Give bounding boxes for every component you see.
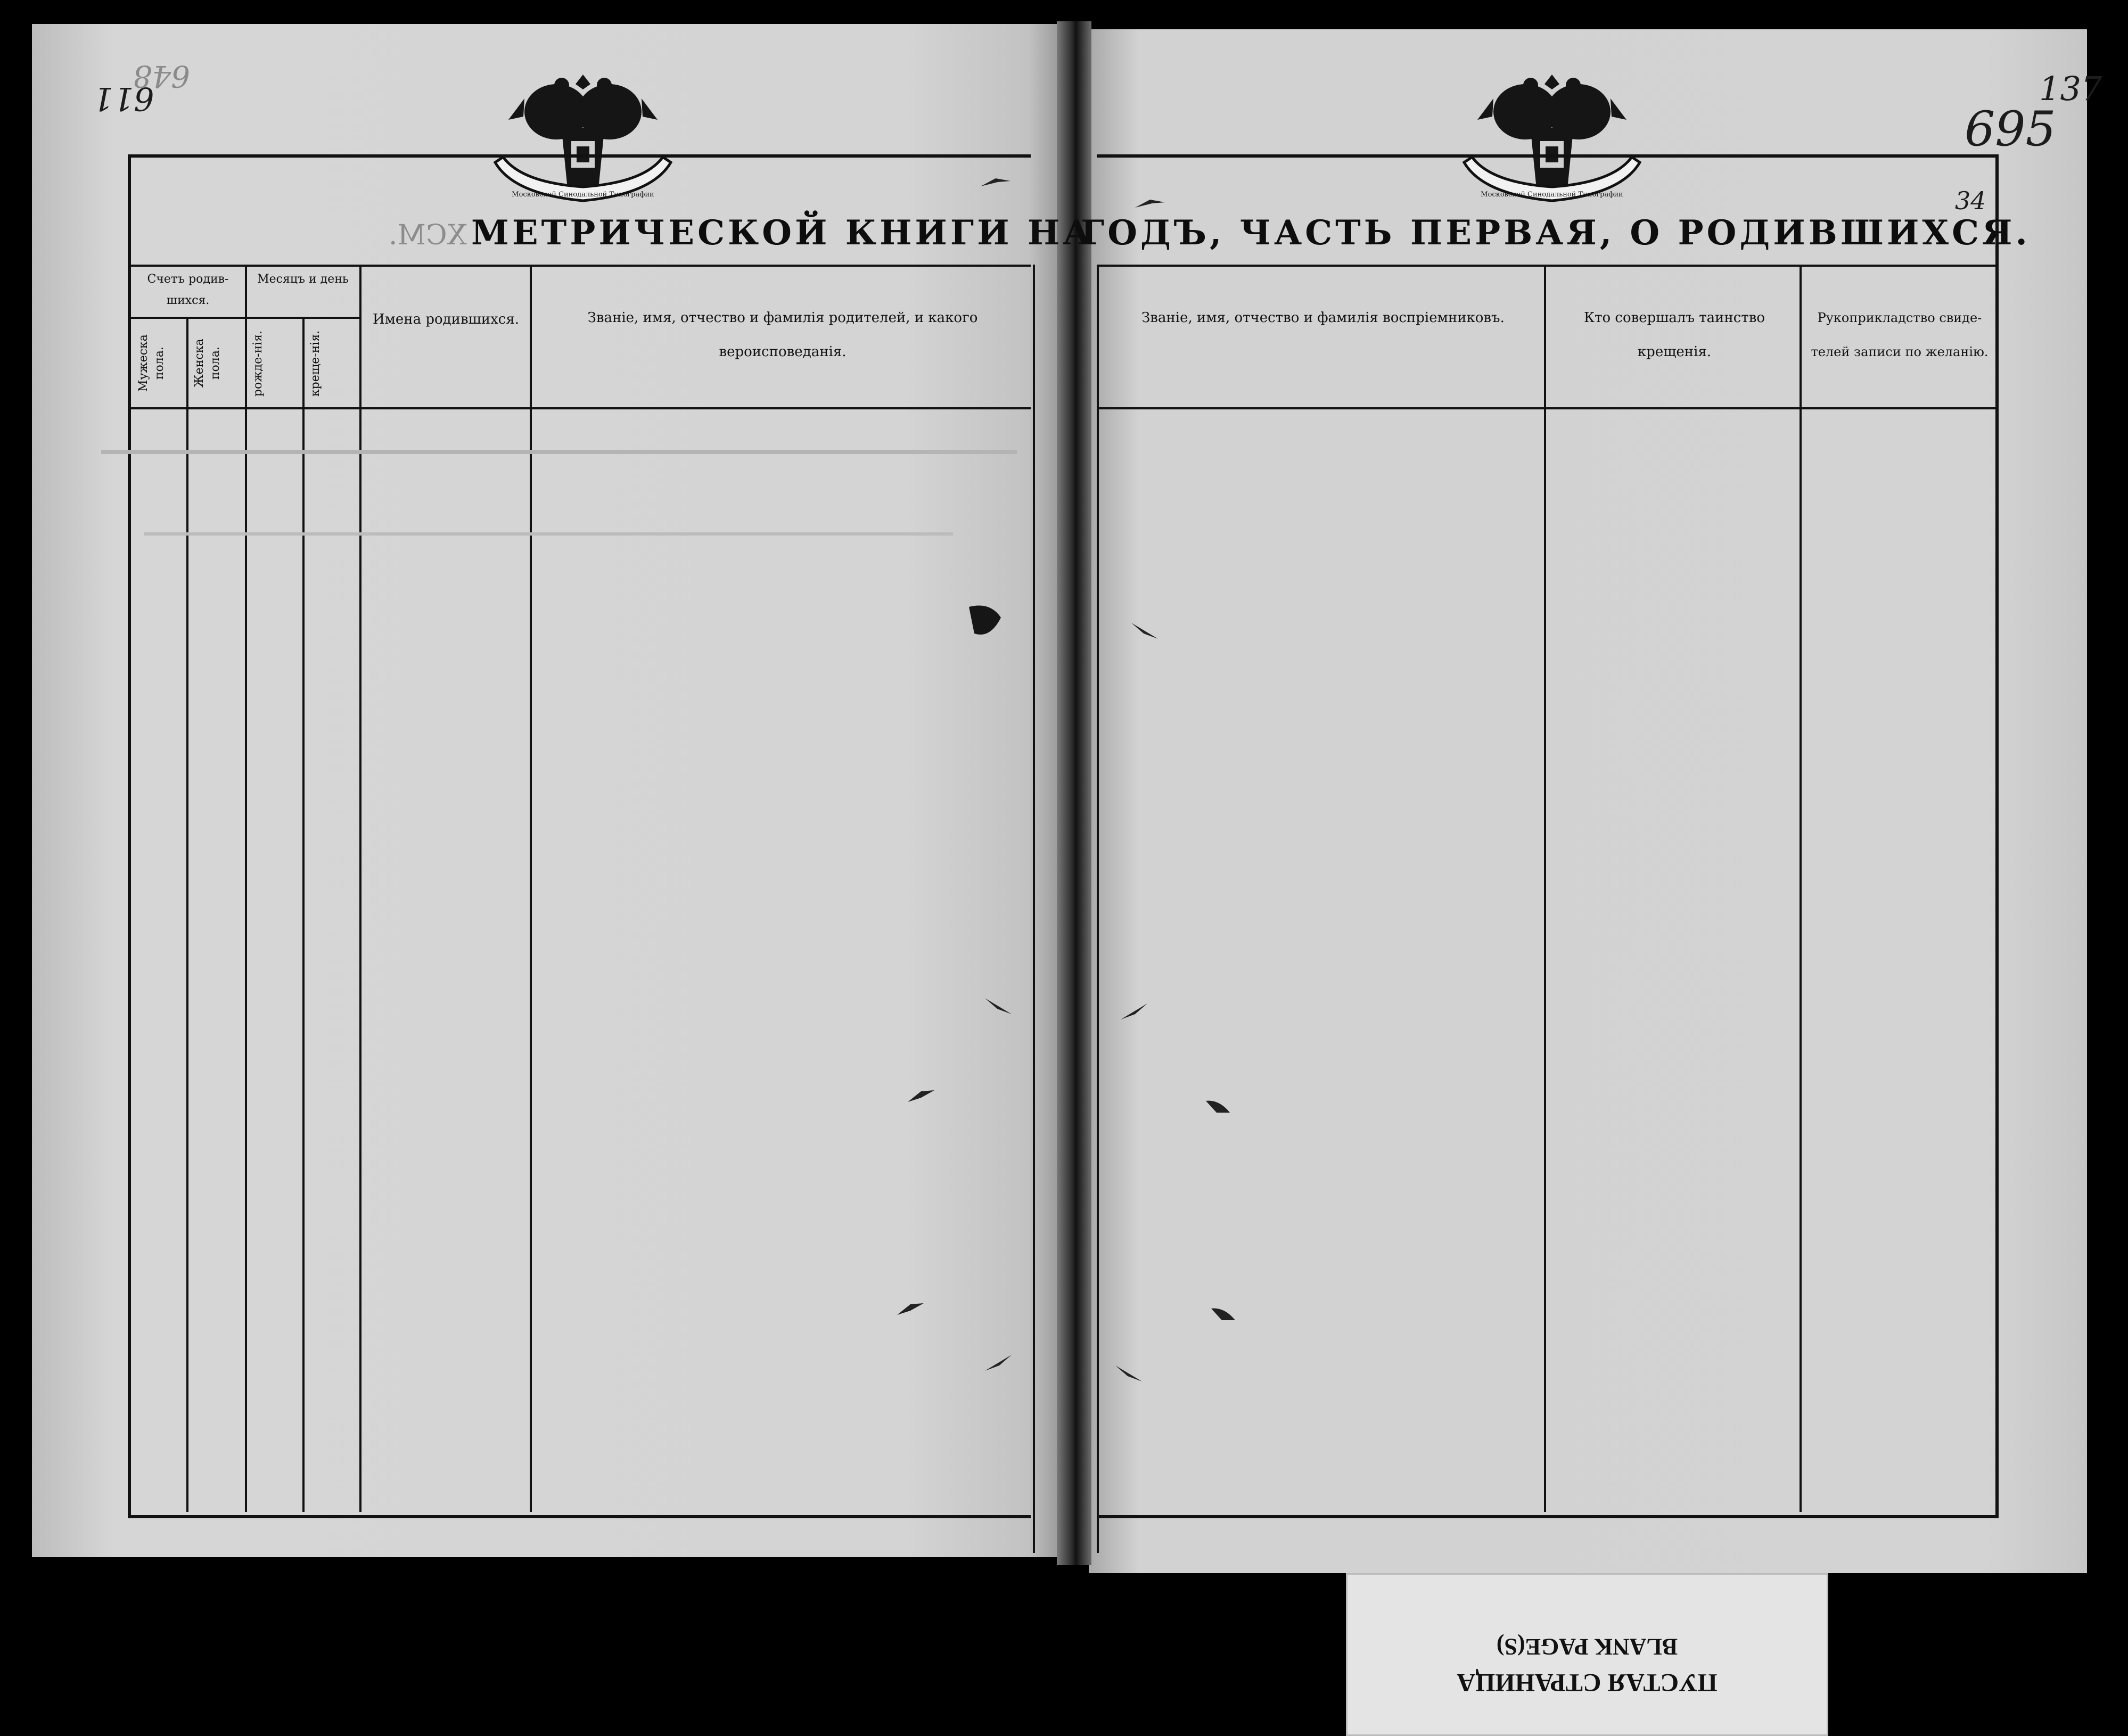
header-month-group: Месяцъ и день (257, 273, 349, 286)
left-corner-faint-number: 648 (133, 59, 190, 93)
header-godparents: Званіе, имя, отчество и фамилія воспріемниковъ. (1141, 310, 1505, 326)
right-crest-banner: Московской Синодальной Типографии (1481, 191, 1623, 199)
right-col-divider-1 (1097, 265, 1099, 1553)
header-female: Женска пола. (193, 339, 222, 388)
left-col-divider-3 (302, 317, 305, 1512)
header-count-group: Счетъ родив-шихся. (147, 273, 229, 307)
book-title-right: ГОДЪ, ЧАСТЬ ПЕРВАЯ, О РОДИВШИХСЯ. (1081, 213, 2031, 253)
left-title-rule (128, 265, 1031, 267)
stamp-line-russian: ПУСТАЯ СТРАНИЦА (1457, 1668, 1718, 1697)
header-parents: Званіе, имя, отчество и фамилія родителей, и какого вероисповеданія. (587, 310, 978, 360)
paper-damage-mark (1134, 192, 1166, 213)
paper-damage-mark (1209, 1304, 1240, 1326)
right-col-divider-2 (1544, 265, 1546, 1512)
bleed-through-line-1 (101, 450, 1017, 454)
right-title-rule (1097, 265, 1999, 267)
paper-damage-mark (964, 602, 1006, 639)
header-names: Имена родившихся. (372, 311, 520, 327)
page-number: 695 (1965, 101, 2056, 157)
bleed-through-title: ХСМ. (389, 219, 467, 251)
paper-damage-mark (1129, 620, 1161, 641)
paper-damage-mark (1118, 1001, 1150, 1022)
folio-number: 34 (1955, 186, 1986, 215)
stamp-line-english: BLANK PAGE(S) (1496, 1634, 1678, 1660)
paper-damage-mark (1113, 1363, 1145, 1384)
header-officiant: Кто совершалъ таинство крещенія. (1583, 310, 1765, 360)
right-header-rule (1097, 407, 1999, 409)
left-col-divider-1 (186, 317, 188, 1512)
paper-damage-mark (980, 170, 1012, 192)
left-col-divider-6 (1033, 265, 1035, 1553)
header-baptism: креще-нія. (309, 330, 322, 397)
page-number-alt: 137 (2039, 69, 2102, 108)
book-gutter (1057, 21, 1091, 1565)
right-col-divider-3 (1800, 265, 1802, 1512)
paper-damage-mark (905, 1086, 937, 1107)
header-signatures: Рукоприкладство свиде-телей записи по желанію. (1811, 310, 1989, 359)
paper-damage-mark (982, 1352, 1014, 1373)
left-crest-banner: Московской Синодальной Типографии (512, 191, 654, 199)
header-birth: рожде-нія. (251, 330, 265, 397)
left-corner-number: 611 (93, 80, 154, 117)
paper-damage-mark (982, 995, 1014, 1017)
paper-damage-mark (1203, 1097, 1235, 1118)
blank-page-stamp (1346, 1573, 1828, 1736)
bleed-through-line-2 (144, 532, 953, 536)
left-header-rule (128, 407, 1031, 409)
header-male: Мужеска пола. (137, 334, 166, 392)
paper-damage-mark (894, 1299, 926, 1320)
book-title-left: МЕТРИЧЕСКОЙ КНИГИ НА (471, 213, 1094, 253)
